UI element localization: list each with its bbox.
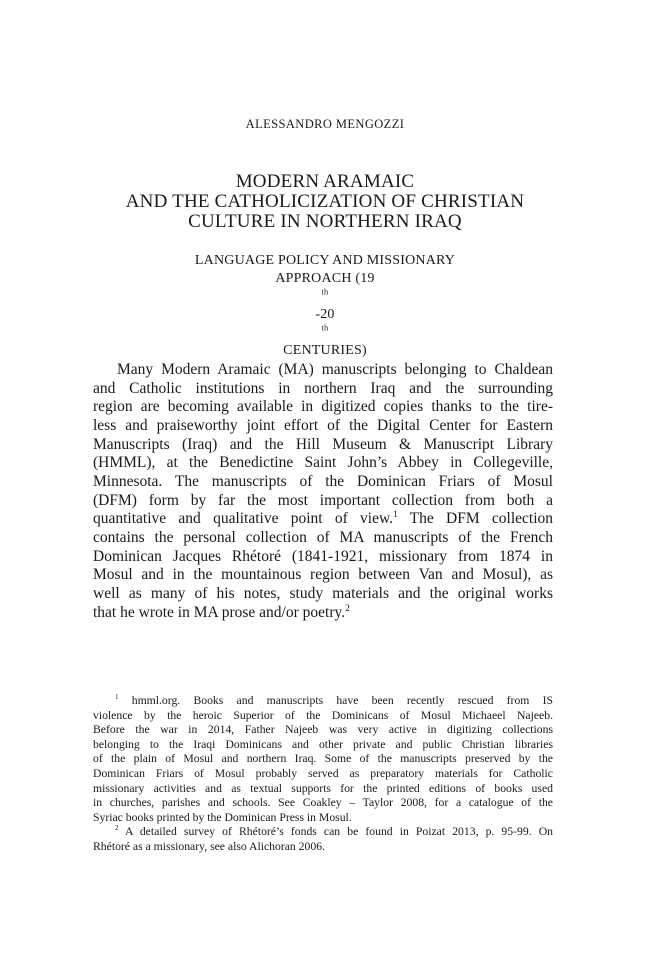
body-line: (DFM) form by far the most important collection from both a <box>93 491 553 509</box>
author-name: ALESSANDRO MENGOZZI <box>245 117 405 131</box>
body-line: that he wrote in MA prose and/or poetry.$^2$ <box>93 603 350 621</box>
subtitle-line: APPROACH (19 $^{th}$ -20 $^{th}$ CENTURIES) <box>275 271 375 358</box>
footnote-line: $^2$ A detailed survey of Rhétoré’s fonds can be found in Poizat 2013, p. 95-99. On <box>115 824 553 839</box>
footnote-line: of the plain of Mosul and northern Iraq. Some of the manuscripts preserved by the <box>93 752 553 766</box>
title-line: CULTURE IN NORTHERN IRAQ <box>188 211 462 232</box>
body-paragraph <box>93 361 553 622</box>
title-line: MODERN ARAMAIC <box>235 171 415 192</box>
footnote-line: belonging to the Iraqi Dominicans and other private and public Christian libraries <box>93 737 553 751</box>
body-line: Dominican Jacques Rhétoré (1841-1921, missionary from 1874 in <box>93 547 553 565</box>
footnote-line: Syriac books printed by the Dominican Press in Mosul. <box>93 810 352 824</box>
footnote-ref: 2 <box>345 603 350 614</box>
footnote-line: in churches, parishes and schools. See Coakley – Taylor 2008, for a catalogue of the <box>93 796 553 810</box>
footnote-line: missionary activities and as textual supports for the printed editions of books used <box>93 781 553 795</box>
body-line: Minnesota. The manuscripts of the Dominican Friars of Mosul <box>93 472 553 490</box>
body-line: and Catholic institutions in northern Iraq and the surrounding <box>93 379 553 397</box>
body-line: (HMML), at the Benedictine Saint John’s Abbey in Collegeville, <box>93 454 553 472</box>
body-line: Many Modern Aramaic (MA) manuscripts belonging to Chaldean <box>117 361 553 378</box>
chapter-subtitle <box>0 252 650 360</box>
body-line: quantitative and qualitative point of view.$^1$ The DFM collection <box>93 510 554 528</box>
body-line: Manuscripts (Iraq) and the Hill Museum & Manuscript Library <box>93 435 553 453</box>
body-line: Mosul and in the mountainous region between Van and Mosul), as <box>93 566 553 584</box>
superscript: th <box>321 323 329 333</box>
footnote-mark: 1 <box>115 693 119 702</box>
footnote-mark: 2 <box>115 824 119 833</box>
footnote-ref: 1 <box>393 510 398 521</box>
body-line: less and praiseworthy joint effort of the Digital Center for Eastern <box>93 416 553 434</box>
footnotes <box>93 694 553 855</box>
title-line: AND THE CATHOLICIZATION OF CHRISTIAN <box>125 191 525 212</box>
subtitle-line: LANGUAGE POLICY AND MISSIONARY <box>194 253 456 268</box>
footnote-line: $^1$ hmml.org. Books and manuscripts have been recently rescued from IS <box>115 693 553 707</box>
body-line: well as many of his notes, study materials and the original works <box>93 584 553 602</box>
superscript: th <box>321 287 329 297</box>
body-line: region are becoming available in digitized copies thanks to the tire- <box>93 398 553 416</box>
chapter-title <box>0 172 650 232</box>
footnote-line: violence by the heroic Superior of the Dominicans of Mosul Michaeel Najeeb. <box>93 708 553 722</box>
footnote-line: Rhétoré as a missionary, see also Alichoran 2006. <box>93 839 325 853</box>
body-line: contains the personal collection of MA manuscripts of the French <box>93 528 553 546</box>
footnote-line: Dominican Friars of Mosul probably served as preparatory materials for Catholic <box>93 766 553 780</box>
footnote-line: Before the war in 2014, Father Najeeb was very active in digitizing collections <box>93 723 553 737</box>
